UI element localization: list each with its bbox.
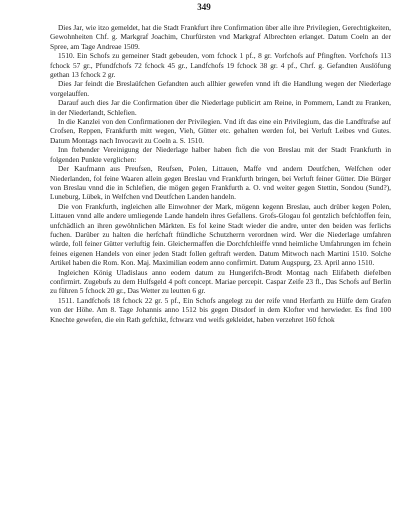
paragraph: In die Kanzlei von den Confirmationen der Privilegien. Vnd ift das eine ein Privilegium, das die Landftrafse auf Crofsen, Reppen, Frankfurth mitt wegen, Vieh, Gütter etc. gehalten werden fol, bei Verluft Leibes vnd Gutes. Datum Montags nach Invocavit zu Coeln a. S. 1510. bbox=[50, 117, 391, 145]
paragraph: Der Kaufmann aus Preufsen, Reufsen, Polen, Littauen, Maffe vnd andern Deutfchen, Welfchen oder Niederlanden, fol feine Waaren allein gegen Breslau vnd Frankfurth bringen, bei Verluft feiner Gütter. Die Bürger von Breslau vnnd die in Schlefien, die mögen gegen Frankfurth a. O. vnd weiter gegen Stettin, Sondou (Sund?), Luneburg, Lübek, in Welfchen vnd Deutfchen Landen handeln. bbox=[50, 164, 391, 202]
page-number: 349 bbox=[197, 2, 211, 12]
paragraph: Darauf auch dies Jar die Confirmation über die Niederlage publicirt am Reine, in Pommern, Landt zu Franken, in der Niederlandt, Schlefien. bbox=[50, 98, 391, 117]
paragraph: Dies Jar, wie itzo gemeldet, hat die Stadt Frankfurt ihre Confirmation über alle ihre Privilegien, Gerechtigkeiten, Gewohnheiten Chf. g. Markgraf Joachim, Churfürsten vnd Markgraf Albrechten erlanget. Datum Coeln an der Spree, am Tage Andreae 1509. bbox=[50, 23, 391, 51]
paragraph: 1511. Landfchofs 18 fchock 22 gr. 5 pf., Ein Schofs angelegt zu der reife vnnd Herfarth zu Hülfe dem Grafen von der Höhe. Am 8. Tage Johannis anno 1512 bis gegen Ditsdorf in dem Klofter vnd herwieder. Es find 100 Knechte gewefen, die ein Rath gefchikt, fchwarz vnd weifs gekleidet, haben verzehret 160 fchok bbox=[50, 295, 391, 324]
body-text bbox=[50, 23, 391, 324]
paragraph: Die von Frankfurth, ingleichen alle Einwohner der Mark, mögenn kegenn Breslau, auch drüber kegen Polen, Littauen vnnd alle andere umliegende Lande handeln ihres Gefallens. Grofs-Glogau fol gentzlich befchloffen fein, unfchädlich an ihren gewöhnlichen Märkten. Es fol keine Stadt wieder die andre, unter den beiden was ferlichs fuchen. Darüber zu halten die herfchaft ftündliche Schutzherrn verordnen wird. Wer die Niederlage umfahren würde, foll feiner Gütter verluftig fein. Gleichermaffen die Dorchfchleiffe vnnd heimliche Umfahrungen im fchein feines eigenen Handels von einer jeden Stadt follen geftraft werden. Datum Mitwoch nach Martini 1510. Solche Artikel haben die Rom. Kon. Maj. Maximilian eodem anno confirmirt. Datum Augspurg, 23. April anno 1510. bbox=[50, 201, 391, 268]
paragraph: Inn ftehender Vereinigung der Niederlage halber haben fich die von Breslau mit der Stadt Frankfurth in folgenden Punkte verglichen: bbox=[50, 145, 391, 164]
paragraph: Dies Jar feindt die Breslaüfchen Gefandten auch allhier gewefen vnnd ift die Handlung wegen der Niederlage vorgelauffen. bbox=[50, 79, 391, 98]
paragraph: Ingleichen König Uladislaus anno eodem datum zu Hungerifch-Brodt Montag nach Elifabeth diefelben confirmirt. Zugebufs zu dem Hulfsgeld 4 poft concept. Mariae percepit. Caspar Zeife 23 fl., Das Schofs auf Berlin zu führen 5 fchock 20 gr., Das Wetter zu leutten 6 gr. bbox=[50, 267, 391, 296]
paragraph: 1510. Ein Schofs zu gemeiner Stadt gebeuden, vom fchock 1 pf., 8 gr. Vorfchofs auf Pfingften. Vorfchofs 113 fchock 57 gr., Pfundfchofs 72 fchock 45 gr., Landfchofs 19 fchock 38 gr. 4 pf., Chrf. g. Gefandten Auslöfung gethan 13 fchock 2 gr. bbox=[50, 51, 391, 80]
